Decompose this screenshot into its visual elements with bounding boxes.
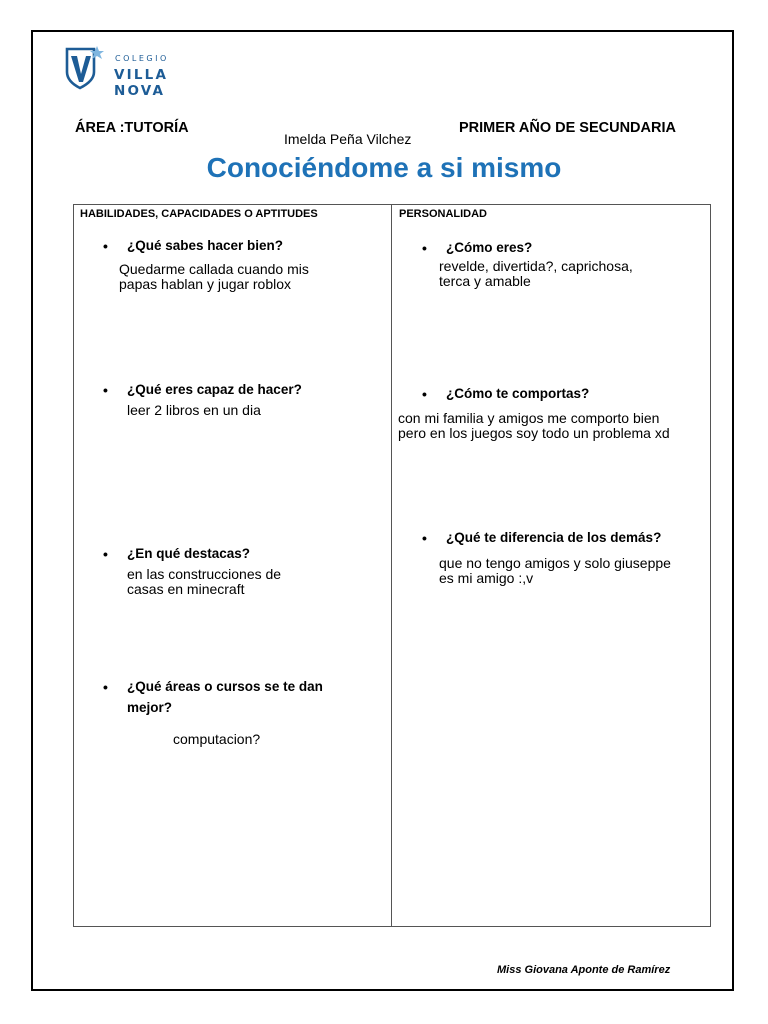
question-skills-3: ¿En qué destacas? bbox=[127, 546, 251, 561]
column-divider bbox=[391, 204, 392, 927]
bullet-icon: • bbox=[422, 530, 427, 546]
question-skills-2: ¿Qué eres capaz de hacer? bbox=[127, 382, 302, 397]
question-skills-1: ¿Qué sabes hacer bien? bbox=[127, 238, 284, 253]
question-personality-2: ¿Cómo te comportas? bbox=[446, 386, 590, 401]
answer-skills-1 bbox=[119, 262, 309, 292]
bullet-icon: • bbox=[422, 240, 427, 256]
logo-big-text: VILLA NOVA bbox=[114, 67, 169, 99]
bullet-icon: • bbox=[422, 386, 427, 402]
answer-line: es mi amigo :,v bbox=[439, 570, 534, 586]
left-column-header: HABILIDADES, CAPACIDADES O APTITUDES bbox=[80, 208, 318, 220]
answer-skills-2 bbox=[127, 403, 261, 418]
answer-skills-3 bbox=[127, 567, 281, 597]
answer-line: terca y amable bbox=[439, 273, 531, 289]
answer-line: revelde, divertida?, caprichosa, bbox=[439, 258, 633, 274]
student-name: Imelda Peña Vilchez bbox=[284, 131, 412, 147]
logo-small-text: COLEGIO bbox=[115, 54, 169, 63]
grade-label: PRIMER AÑO DE SECUNDARIA bbox=[459, 120, 676, 136]
answer-line: Quedarme callada cuando mis bbox=[119, 261, 309, 277]
bullet-icon: • bbox=[103, 238, 108, 254]
question-personality-3: ¿Qué te diferencia de los demás? bbox=[446, 530, 662, 545]
question-personality-1: ¿Cómo eres? bbox=[446, 240, 533, 255]
school-crest-icon bbox=[64, 44, 110, 90]
answer-line: papas hablan y jugar roblox bbox=[119, 276, 292, 292]
answer-line: que no tengo amigos y solo giuseppe bbox=[439, 555, 671, 571]
right-column-header: PERSONALIDAD bbox=[399, 208, 488, 220]
answer-line: casas en minecraft bbox=[127, 581, 245, 597]
answer-line: leer 2 libros en un dia bbox=[127, 402, 261, 418]
question-line: ¿Qué áreas o cursos se te dan bbox=[127, 679, 323, 694]
bullet-icon: • bbox=[103, 679, 108, 695]
answer-personality-1 bbox=[439, 259, 633, 289]
answer-personality-2 bbox=[398, 411, 670, 441]
answer-skills-4 bbox=[173, 732, 260, 747]
teacher-signature: Miss Giovana Aponte de Ramírez bbox=[497, 964, 671, 976]
answer-line: computacion? bbox=[173, 731, 261, 747]
bullet-icon: • bbox=[103, 546, 108, 562]
page-title: Conociéndome a si mismo bbox=[206, 152, 562, 183]
area-label: ÁREA :TUTORÍA bbox=[75, 120, 189, 136]
answer-line: en las construcciones de bbox=[127, 566, 282, 582]
bullet-icon: • bbox=[103, 382, 108, 398]
answer-line: con mi familia y amigos me comporto bien bbox=[398, 410, 660, 426]
answer-line: pero en los juegos soy todo un problema xd bbox=[398, 425, 670, 441]
question-skills-4 bbox=[127, 676, 323, 718]
question-line: mejor? bbox=[127, 700, 173, 715]
answer-personality-3 bbox=[439, 556, 671, 586]
school-logo bbox=[64, 44, 224, 99]
